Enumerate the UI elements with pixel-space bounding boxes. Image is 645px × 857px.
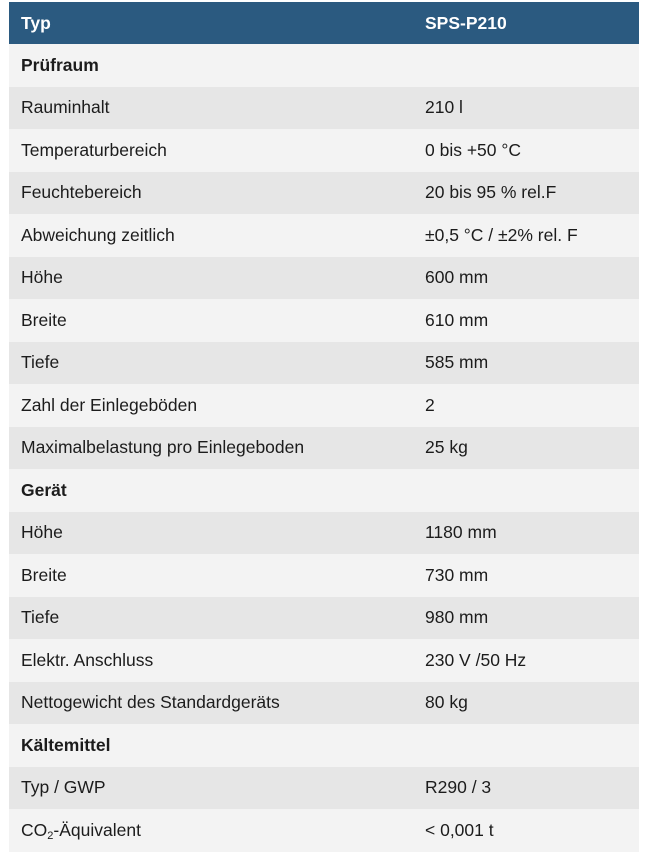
table-row-co2: [9, 809, 639, 852]
row-value: 1180 mm: [413, 512, 639, 555]
row-value: 2: [413, 384, 639, 427]
row-value: 210 l: [413, 87, 639, 130]
row-value: 600 mm: [413, 257, 639, 300]
row-value: 25 kg: [413, 427, 639, 470]
spec-table-container: [9, 2, 639, 852]
table-header: [9, 2, 639, 44]
section-title: Prüfraum: [9, 44, 413, 87]
section-row-kaeltemittel: [9, 724, 639, 767]
row-label: Temperaturbereich: [9, 129, 413, 172]
header-type-label: Typ: [9, 2, 413, 44]
table-row: [9, 767, 639, 810]
row-label: Abweichung zeitlich: [9, 214, 413, 257]
row-value: ±0,5 °C / ±2% rel. F: [413, 214, 639, 257]
table-row: [9, 342, 639, 385]
section-value: [413, 469, 639, 512]
row-label: Typ / GWP: [9, 767, 413, 810]
row-label: Breite: [9, 554, 413, 597]
table-row: [9, 299, 639, 342]
row-value: < 0,001 t: [413, 809, 639, 852]
table-row: [9, 384, 639, 427]
table-row: [9, 682, 639, 725]
section-value: [413, 44, 639, 87]
co2-subscript: 2: [47, 829, 54, 842]
table-row: [9, 639, 639, 682]
row-label: Feuchtebereich: [9, 172, 413, 215]
header-row: [9, 2, 639, 44]
row-label: [9, 809, 413, 852]
row-label: Tiefe: [9, 597, 413, 640]
row-value: 610 mm: [413, 299, 639, 342]
row-label: Nettogewicht des Standardgeräts: [9, 682, 413, 725]
row-label: Rauminhalt: [9, 87, 413, 130]
row-value: 0 bis +50 °C: [413, 129, 639, 172]
table-row: [9, 129, 639, 172]
row-label: Breite: [9, 299, 413, 342]
row-label: Zahl der Einlegeböden: [9, 384, 413, 427]
table-row: [9, 87, 639, 130]
section-title: Gerät: [9, 469, 413, 512]
table-row: [9, 427, 639, 470]
row-value: 80 kg: [413, 682, 639, 725]
header-model-label: SPS-P210: [413, 2, 639, 44]
row-value: 585 mm: [413, 342, 639, 385]
table-row: [9, 554, 639, 597]
table-row: [9, 257, 639, 300]
co2-prefix: CO: [21, 819, 48, 840]
row-value: 20 bis 95 % rel.F: [413, 172, 639, 215]
section-value: [413, 724, 639, 767]
table-row: [9, 172, 639, 215]
section-title: Kältemittel: [9, 724, 413, 767]
table-row: [9, 214, 639, 257]
row-label: Tiefe: [9, 342, 413, 385]
section-row-pruefraum: [9, 44, 639, 87]
row-value: 730 mm: [413, 554, 639, 597]
table-body: [9, 44, 639, 852]
row-value: R290 / 3: [413, 767, 639, 810]
row-label: Höhe: [9, 257, 413, 300]
co2-suffix: -Äquivalent: [53, 819, 141, 840]
row-label: Elektr. Anschluss: [9, 639, 413, 682]
section-row-geraet: [9, 469, 639, 512]
table-row: [9, 512, 639, 555]
table-row: [9, 597, 639, 640]
row-value: 980 mm: [413, 597, 639, 640]
row-label: Maximalbelastung pro Einlegeboden: [9, 427, 413, 470]
row-value: 230 V /50 Hz: [413, 639, 639, 682]
spec-table: [9, 2, 639, 852]
row-label: Höhe: [9, 512, 413, 555]
